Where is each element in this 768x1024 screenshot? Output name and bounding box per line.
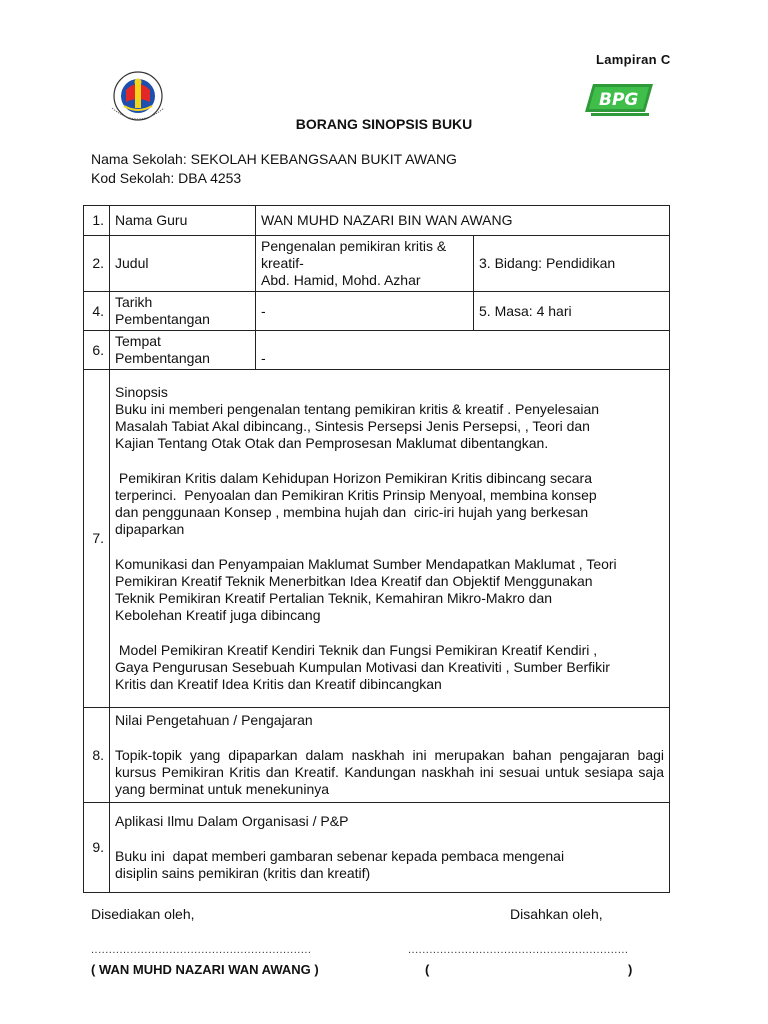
approved-name-open: ( xyxy=(425,962,430,977)
row-number: 2. xyxy=(84,236,110,292)
row-number: 8. xyxy=(84,708,110,803)
school-code: Kod Sekolah: DBA 4253 xyxy=(91,170,242,186)
synopsis-paragraph: Model Pemikiran Kreatif Kendiri Teknik dan Fungsi Pemikiran Kreatif Kendiri , Gaya Pengurusan Sesebuah Kumpulan Motivasi dan Kreativiti , Sumber Berfikir Kritis dan Kreatif Idea Kritis dan Kreatif dibincangkan xyxy=(115,642,614,692)
synopsis-table xyxy=(83,205,670,893)
row-number: 1. xyxy=(84,206,110,236)
approved-by-label: Disahkan oleh, xyxy=(510,906,603,922)
knowledge-cell xyxy=(110,708,670,803)
row-label: Tempat Pembentangan xyxy=(110,331,256,370)
bpg-logo-icon xyxy=(585,82,655,118)
row-application xyxy=(84,803,670,893)
row-label: Judul xyxy=(110,236,256,292)
field-value: 3. Bidang: Pendidikan xyxy=(474,236,670,292)
teacher-name-value: WAN MUHD NAZARI BIN WAN AWANG xyxy=(256,206,670,236)
date-value: - xyxy=(256,292,474,331)
prepared-name: ( WAN MUHD NAZARI WAN AWANG ) xyxy=(91,962,319,977)
bpg-logo-text: BPG xyxy=(599,90,639,110)
prepared-by-label: Disediakan oleh, xyxy=(91,906,195,922)
approved-signature-line: .............................................................. xyxy=(408,944,629,956)
book-title-value: Pengenalan pemikiran kritis & kreatif- Abd. Hamid, Mohd. Azhar xyxy=(256,236,474,292)
row-number: 9. xyxy=(84,803,110,893)
row-number: 6. xyxy=(84,331,110,370)
row-date xyxy=(84,292,670,331)
lampiran-label: Lampiran C xyxy=(596,52,671,67)
application-cell xyxy=(110,803,670,893)
row-label: Tarikh Pembentangan xyxy=(110,292,256,331)
row-teacher-name xyxy=(84,206,670,236)
knowledge-paragraph: Topik-topik yang dipaparkan dalam naskhah ini merupakan bahan pengajaran bagi kursus Pemikiran Kritis dan Kreatif. Kandungan naskhah ini sesuai untuk sesiapa saja yang berminat untuk menekuninya xyxy=(115,747,665,797)
knowledge-heading: Nilai Pengetahuan / Pengajaran xyxy=(115,712,313,728)
row-label: Nama Guru xyxy=(110,206,256,236)
synopsis-paragraph: Buku ini memberi pengenalan tentang pemikiran kritis & kreatif . Penyelesaian Masalah Tabiat Akal dibincang., Sintesis Persepsi Jenis Persepsi, , Teori dan Kajian Tentang Otak Otak dan Pemprosesan Maklumat dibentangkan. xyxy=(115,401,600,451)
synopsis-heading: Sinopsis xyxy=(115,384,168,400)
prepared-signature-line: .............................................................. xyxy=(91,944,312,956)
row-number: 4. xyxy=(84,292,110,331)
venue-value: - xyxy=(256,331,670,370)
row-title xyxy=(84,236,670,292)
row-knowledge-value xyxy=(84,708,670,803)
application-paragraph: Buku ini dapat memberi gambaran sebenar kepada pembaca mengenai disiplin sains pemikiran (kritis dan kreatif) xyxy=(115,848,568,881)
row-synopsis xyxy=(84,370,670,708)
synopsis-cell xyxy=(110,370,670,708)
form-title: BORANG SINOPSIS BUKU xyxy=(295,116,473,132)
application-heading: Aplikasi Ilmu Dalam Organisasi / P&P xyxy=(115,813,349,829)
school-name: Nama Sekolah: SEKOLAH KEBANGSAAN BUKIT AWANG xyxy=(91,151,457,167)
row-number: 7. xyxy=(84,370,110,708)
row-venue xyxy=(84,331,670,370)
approved-name-close: ) xyxy=(628,962,633,977)
duration-value: 5. Masa: 4 hari xyxy=(474,292,670,331)
synopsis-paragraph: Pemikiran Kritis dalam Kehidupan Horizon Pemikiran Kritis dibincang secara terperinci. Penyoalan dan Pemikiran Kritis Prinsip Menyoal, membina konsep dan penggunaan Konsep , membina hujah dan ciric-iri hujah yang berkesan dipaparkan xyxy=(115,470,601,537)
synopsis-paragraph: Komunikasi dan Penyampaian Maklumat Sumber Mendapatkan Maklumat , Teori Pemikiran Kreatif Teknik Menerbitkan Idea Kreatif dan Objektif Menggunakan Teknik Pemikiran Kreatif Pertalian Teknik, Kemahiran Mikro-Makro dan Kebolehan Kreatif juga dibincang xyxy=(115,556,617,623)
